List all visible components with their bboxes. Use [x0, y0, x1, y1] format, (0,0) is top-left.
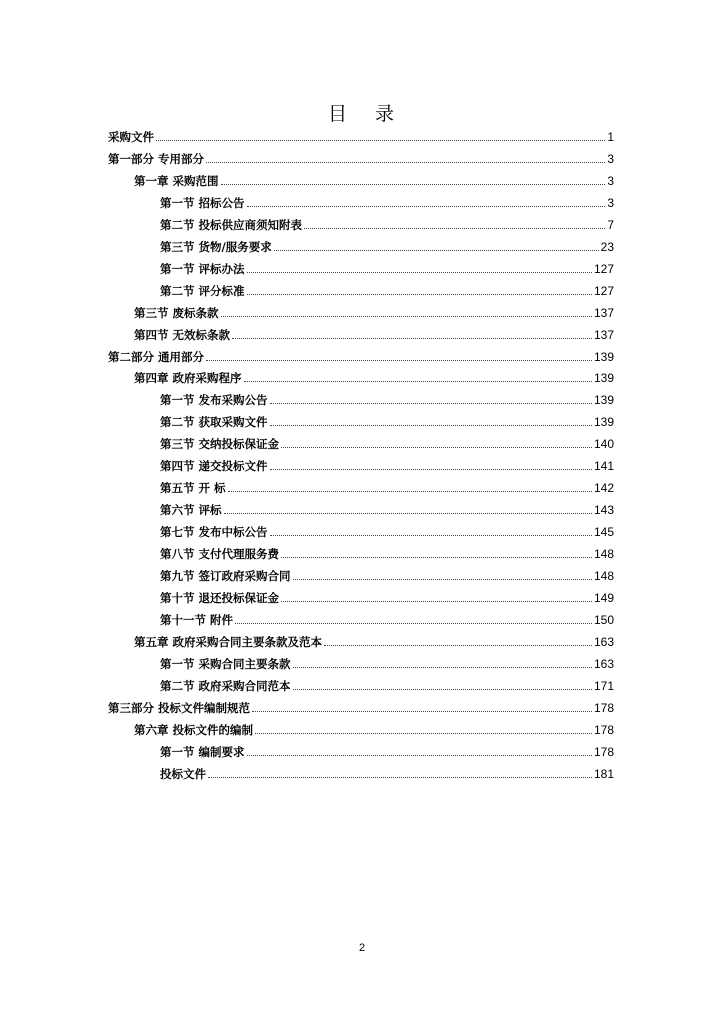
toc-entry[interactable]: [160, 409, 614, 429]
toc-entry-page: 178: [593, 700, 614, 715]
toc-entry[interactable]: [160, 739, 614, 759]
toc-entry[interactable]: [108, 146, 614, 166]
toc-entry-page: 3: [607, 151, 614, 166]
toc-entry-page: 23: [600, 239, 614, 254]
toc-dot-leader: [208, 776, 592, 778]
toc-entry[interactable]: [160, 431, 614, 451]
toc-entry-label: 第一章 采购范围: [134, 173, 219, 188]
toc-entry[interactable]: [160, 541, 614, 561]
toc-entry[interactable]: [160, 475, 614, 495]
toc-entry-page: 127: [593, 261, 614, 276]
toc-entry-label: 第二节 投标供应商须知附表: [160, 217, 303, 232]
toc-entry-page: 137: [593, 327, 614, 342]
toc-entry-label: 投标文件: [160, 766, 206, 781]
toc-title-right: 录: [375, 103, 397, 125]
toc-entry-label: 第十节 退还投标保证金: [160, 590, 280, 605]
toc-dot-leader: [206, 359, 592, 361]
toc-entry-page: 139: [593, 393, 614, 408]
toc-entry[interactable]: [134, 300, 614, 320]
toc-entry-label: 第四节 递交投标文件: [160, 459, 268, 474]
toc-entry[interactable]: [134, 322, 614, 342]
toc-entry-label: 第二节 获取采购文件: [160, 415, 268, 430]
toc-entry[interactable]: [108, 124, 614, 144]
toc-entry-page: 181: [593, 766, 614, 781]
toc-entry-page: 163: [593, 634, 614, 649]
toc-entry-page: 140: [593, 437, 614, 452]
toc-dot-leader: [281, 446, 592, 448]
toc-dot-leader: [281, 556, 592, 558]
toc-entry-label: 第一节 采购合同主要条款: [160, 656, 291, 671]
toc-entry-page: 148: [593, 547, 614, 562]
toc-entry-page: 137: [593, 305, 614, 320]
toc-entry[interactable]: [160, 278, 614, 298]
toc-dot-leader: [247, 293, 592, 295]
toc-entry[interactable]: [160, 673, 614, 693]
toc-entry-label: 第四节 无效标条款: [134, 327, 231, 342]
toc-entry-page: 145: [593, 525, 614, 540]
toc-entry-page: 150: [593, 612, 614, 627]
toc-entry[interactable]: [160, 256, 614, 276]
toc-entry-page: 139: [593, 415, 614, 430]
toc-dot-leader: [228, 490, 592, 492]
toc-entry[interactable]: [134, 168, 614, 188]
page-number: 2: [358, 942, 366, 954]
toc-entry[interactable]: [160, 234, 614, 254]
toc-entry[interactable]: [108, 695, 614, 715]
toc-dot-leader: [324, 644, 592, 646]
toc-dot-leader: [221, 315, 592, 317]
toc-entry[interactable]: [134, 717, 614, 737]
toc-entry-page: 178: [593, 744, 614, 759]
toc-entry-label: 第四章 政府采购程序: [134, 371, 242, 386]
toc-entry-page: 127: [593, 283, 614, 298]
toc-entry-label: 第二节 政府采购合同范本: [160, 678, 291, 693]
toc-entry-page: 163: [593, 656, 614, 671]
toc-dot-leader: [247, 754, 592, 756]
toc-dot-leader: [247, 271, 592, 273]
toc-entry-label: 第三节 废标条款: [134, 305, 219, 320]
toc-entry[interactable]: [160, 519, 614, 539]
toc-entry-label: 第三节 交纳投标保证金: [160, 437, 280, 452]
toc-entry-page: 148: [593, 569, 614, 583]
toc-entry-page: 7: [607, 217, 614, 232]
toc-dot-leader: [270, 424, 592, 426]
toc-entry-label: 第三节 货物/服务要求: [160, 239, 272, 254]
toc-entry-page: 141: [593, 459, 614, 474]
toc-entry-label: 第七节 发布中标公告: [160, 525, 268, 540]
toc-entry-page: 3: [607, 173, 614, 188]
toc-dot-leader: [281, 600, 592, 602]
toc-entry-label: 第一节 评标办法: [160, 261, 245, 276]
toc-entry[interactable]: [160, 607, 614, 627]
toc-entry[interactable]: [160, 387, 614, 407]
toc-entry-label: 采购文件: [108, 130, 154, 144]
toc-entry-page: 139: [593, 371, 614, 386]
toc-entry[interactable]: [134, 365, 614, 385]
toc-entry-page: 139: [593, 349, 614, 364]
toc-dot-leader: [235, 622, 592, 624]
toc-entry[interactable]: [160, 497, 614, 517]
toc-entry-label: 第一部分 专用部分: [108, 151, 205, 166]
toc-entry-label: 第十一节 附件: [160, 612, 234, 627]
toc-dot-leader: [252, 710, 592, 712]
toc-title-left: 目: [327, 103, 349, 125]
toc-dot-leader: [274, 249, 599, 251]
toc-entry-label: 第二部分 通用部分: [108, 349, 205, 364]
toc-dot-leader: [270, 402, 592, 404]
toc-dot-leader: [293, 578, 592, 580]
toc-entry[interactable]: [160, 563, 614, 583]
toc-dot-leader: [232, 337, 592, 339]
toc-entry-label: 第三部分 投标文件编制规范: [108, 700, 251, 715]
toc-dot-leader: [244, 380, 592, 382]
toc-entry-label: 第五章 政府采购合同主要条款及范本: [134, 634, 323, 649]
toc-entry-label: 第六章 投标文件的编制: [134, 722, 254, 737]
toc-entry-page: 149: [593, 590, 614, 605]
toc-dot-leader: [304, 227, 605, 229]
toc-entry-label: 第一节 招标公告: [160, 195, 245, 210]
toc-title: [0, 99, 724, 126]
toc-dot-leader: [224, 512, 592, 514]
toc-entry[interactable]: [160, 651, 614, 671]
toc-entry[interactable]: [160, 190, 614, 210]
toc-entry[interactable]: [160, 761, 614, 781]
toc-entry-page: 178: [593, 722, 614, 737]
toc-dot-leader: [255, 732, 592, 734]
toc-entry[interactable]: [134, 629, 614, 649]
toc-entry[interactable]: [108, 344, 614, 364]
toc-entry-label: 第九节 签订政府采购合同: [160, 569, 291, 583]
toc-entry-label: 第八节 支付代理服务费: [160, 547, 280, 562]
toc-entry-page: 143: [593, 503, 614, 518]
toc-entry[interactable]: [160, 585, 614, 605]
toc-entry[interactable]: [160, 453, 614, 473]
toc-dot-leader: [293, 666, 592, 668]
toc-dot-leader: [270, 468, 592, 470]
toc-entry-page: 1: [607, 130, 614, 144]
toc-entry-label: 第一节 发布采购公告: [160, 393, 268, 408]
toc-dot-leader: [293, 688, 592, 690]
toc-dot-leader: [247, 205, 606, 207]
toc-entry[interactable]: [160, 212, 614, 232]
toc-entry-label: 第二节 评分标准: [160, 283, 245, 298]
toc-entry-label: 第五节 开 标: [160, 481, 226, 496]
toc-dot-leader: [270, 534, 592, 536]
toc-dot-leader: [221, 183, 606, 185]
toc-entry-page: 171: [593, 678, 614, 693]
toc-entry-page: 142: [593, 481, 614, 496]
toc-entry-label: 第一节 编制要求: [160, 744, 245, 759]
toc-dot-leader: [156, 139, 605, 141]
toc-entry-page: 3: [607, 195, 614, 210]
toc-dot-leader: [206, 161, 605, 163]
toc-entry-label: 第六节 评标: [160, 503, 222, 518]
